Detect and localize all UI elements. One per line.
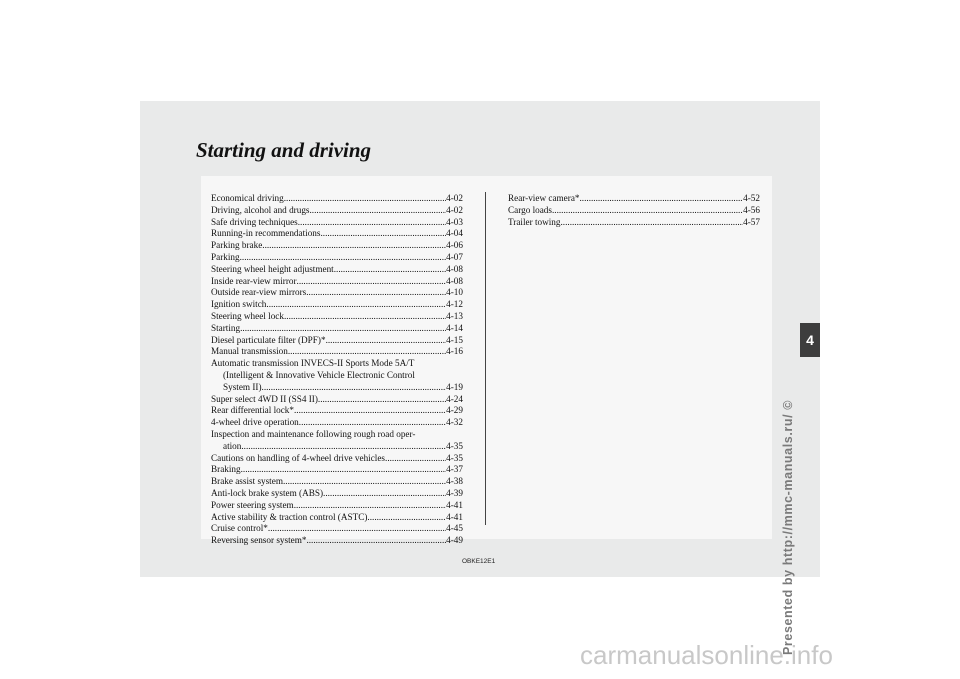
toc-entry-title: Trailer towing <box>508 216 561 227</box>
toc-entry-page: 4-08 <box>446 275 463 286</box>
dot-leader <box>268 523 446 535</box>
toc-entry-title: Manual transmission <box>211 346 288 357</box>
toc-entry[interactable] <box>211 417 463 429</box>
toc-entry[interactable] <box>211 228 463 240</box>
dot-leader <box>297 276 447 288</box>
dot-leader <box>334 264 446 276</box>
toc-entry[interactable] <box>211 264 463 276</box>
dot-leader <box>323 488 446 500</box>
toc-entry-title: Cruise control* <box>211 523 268 534</box>
toc-entry-page: 4-49 <box>446 535 463 546</box>
dot-leader <box>240 323 446 335</box>
toc-entry-page: 4-37 <box>446 464 463 475</box>
toc-entry-title: Anti-lock brake system (ABS) <box>211 487 324 498</box>
toc-entry[interactable] <box>211 311 463 323</box>
dot-leader <box>299 417 446 429</box>
dot-leader <box>310 205 447 217</box>
toc-entry-page: 4-13 <box>446 310 463 321</box>
toc-entry-title: System II) <box>223 381 262 392</box>
toc-entry[interactable] <box>508 217 760 229</box>
toc-entry[interactable] <box>211 205 463 217</box>
dot-leader <box>306 535 446 547</box>
toc-entry-title: Reversing sensor system* <box>211 535 307 546</box>
toc-entry-title: Inside rear-view mirror <box>211 275 297 286</box>
toc-entry-title: Rear-view camera* <box>508 193 580 203</box>
toc-entry-title: Active stability & traction control (ASTC) <box>211 511 368 522</box>
dot-leader <box>320 228 446 240</box>
toc-entry-title: Diesel particulate filter (DPF)* <box>211 334 326 345</box>
toc-entry[interactable] <box>508 193 760 205</box>
toc-entry[interactable] <box>211 394 463 406</box>
toc-entry[interactable] <box>211 500 463 512</box>
toc-entry-page: 4-35 <box>446 452 463 463</box>
toc-entry[interactable] <box>211 405 463 417</box>
toc-entry[interactable] <box>211 217 463 229</box>
dot-leader <box>552 205 743 217</box>
toc-entry-page: 4-10 <box>446 287 463 298</box>
side-credit: Presented by http://mmc-manuals.ru/ © <box>781 399 795 655</box>
dot-leader <box>284 311 446 323</box>
toc-entry-page: 4-24 <box>446 393 463 404</box>
toc-entry-title: Steering wheel lock <box>211 310 284 321</box>
dot-leader <box>580 193 744 205</box>
dot-leader <box>288 346 446 358</box>
toc-entry-title: Driving, alcohol and drugs <box>211 204 310 215</box>
toc-entry[interactable] <box>211 240 463 252</box>
toc-entry-title: Cautions on handling of 4-wheel drive vehicles <box>211 452 386 463</box>
toc-entry-page: 4-56 <box>743 204 760 215</box>
dot-leader <box>318 394 446 406</box>
toc-entry[interactable] <box>211 346 463 358</box>
toc-entry[interactable] <box>211 535 463 547</box>
toc-entry-title: Parking <box>211 251 240 262</box>
dot-leader <box>241 464 447 476</box>
toc-entry[interactable] <box>211 453 463 465</box>
toc-entry-page: 4-32 <box>446 417 463 428</box>
toc-entry-title: ation <box>223 440 242 451</box>
toc-entry-title: Automatic transmission INVECS-II Sports Mode 5A/T <box>211 358 415 369</box>
toc-entry[interactable] <box>211 523 463 535</box>
toc-entry-title: Rear differential lock* <box>211 405 294 416</box>
toc-entry[interactable] <box>211 476 463 488</box>
dot-leader <box>262 240 446 252</box>
dot-leader <box>294 405 446 417</box>
toc-entry-page: 4-35 <box>446 440 463 451</box>
toc-entry-page: 4-45 <box>446 523 463 534</box>
toc-entry-page: 4-03 <box>446 216 463 227</box>
toc-entry-page: 4-52 <box>743 193 760 203</box>
toc-entry-title: Running-in recommendations <box>211 228 321 239</box>
toc-entry-page: 4-19 <box>446 381 463 392</box>
footer-code: OBKE12E1 <box>462 558 496 565</box>
dot-leader <box>262 382 447 394</box>
toc-entry-page: 4-38 <box>446 476 463 487</box>
toc-entry-title: Economical driving <box>211 193 284 203</box>
toc-entry-title: Super select 4WD II (SS4 II) <box>211 393 318 404</box>
toc-entry-title: Power steering system <box>211 499 294 510</box>
toc-entry[interactable] <box>508 205 760 217</box>
toc-entry[interactable] <box>211 193 463 205</box>
toc-entry-page: 4-16 <box>446 346 463 357</box>
dot-leader <box>240 252 447 264</box>
toc-entry-title: Safe driving techniques <box>211 216 298 227</box>
dot-leader <box>294 500 446 512</box>
toc-entry-page: 4-14 <box>446 322 463 333</box>
dot-leader <box>367 512 446 524</box>
toc-entry[interactable] <box>211 299 463 311</box>
dot-leader <box>385 453 446 465</box>
dot-leader <box>283 476 446 488</box>
watermark: carmanualsonline.info <box>580 640 833 670</box>
toc-entry-page: 4-29 <box>446 405 463 416</box>
toc-entry[interactable] <box>211 287 463 299</box>
dot-leader <box>326 335 447 347</box>
toc-entry-page: 4-15 <box>446 334 463 345</box>
column-divider <box>485 192 486 525</box>
toc-entry-title: Steering wheel height adjustment <box>211 263 334 274</box>
toc-entry[interactable] <box>211 358 463 393</box>
toc-entry[interactable] <box>211 512 463 524</box>
toc-entry[interactable] <box>211 335 463 347</box>
toc-entry-page: 4-08 <box>446 263 463 274</box>
toc-entry-title: Outside rear-view mirrors <box>211 287 307 298</box>
dot-leader <box>298 217 446 229</box>
toc-entry-title: Braking <box>211 464 241 475</box>
toc-entry-page: 4-39 <box>446 487 463 498</box>
toc-entry-title: Parking brake <box>211 240 263 251</box>
toc-entry[interactable] <box>211 276 463 288</box>
toc-right-column <box>508 193 760 228</box>
dot-leader <box>306 287 446 299</box>
toc-entry-title: Ignition switch <box>211 299 267 310</box>
dot-leader <box>284 193 446 205</box>
toc-entry-title: Brake assist system <box>211 476 283 487</box>
chapter-tab <box>800 323 820 357</box>
toc-entry-page: 4-57 <box>743 216 760 227</box>
toc-left-column <box>211 193 463 547</box>
toc-entry[interactable] <box>211 488 463 500</box>
dot-leader <box>266 299 446 311</box>
section-title: Starting and driving <box>196 138 372 162</box>
dot-leader <box>561 217 744 229</box>
toc-entry-title: Cargo loads <box>508 204 552 215</box>
toc-entry[interactable] <box>211 429 463 453</box>
toc-entry-title: 4-wheel drive operation <box>211 417 299 428</box>
toc-entry-page: 4-41 <box>446 511 463 522</box>
toc-entry-page: 4-12 <box>446 299 463 310</box>
toc-entry-title: (Intelligent & Innovative Vehicle Electronic Control <box>223 369 415 380</box>
toc-entry-page: 4-07 <box>446 251 463 262</box>
toc-entry[interactable] <box>211 252 463 264</box>
toc-entry-page: 4-06 <box>446 240 463 251</box>
toc-entry-page: 4-02 <box>446 193 463 203</box>
toc-entry-page: 4-04 <box>446 228 463 239</box>
dot-leader <box>241 441 446 453</box>
toc-entry-page: 4-41 <box>446 499 463 510</box>
toc-entry-title: Starting <box>211 322 241 333</box>
chapter-number: 4 <box>806 332 814 348</box>
toc-entry[interactable] <box>211 464 463 476</box>
toc-entry-page: 4-02 <box>446 204 463 215</box>
toc-entry-title: Inspection and maintenance following rough road oper- <box>211 428 416 439</box>
toc-entry[interactable] <box>211 323 463 335</box>
